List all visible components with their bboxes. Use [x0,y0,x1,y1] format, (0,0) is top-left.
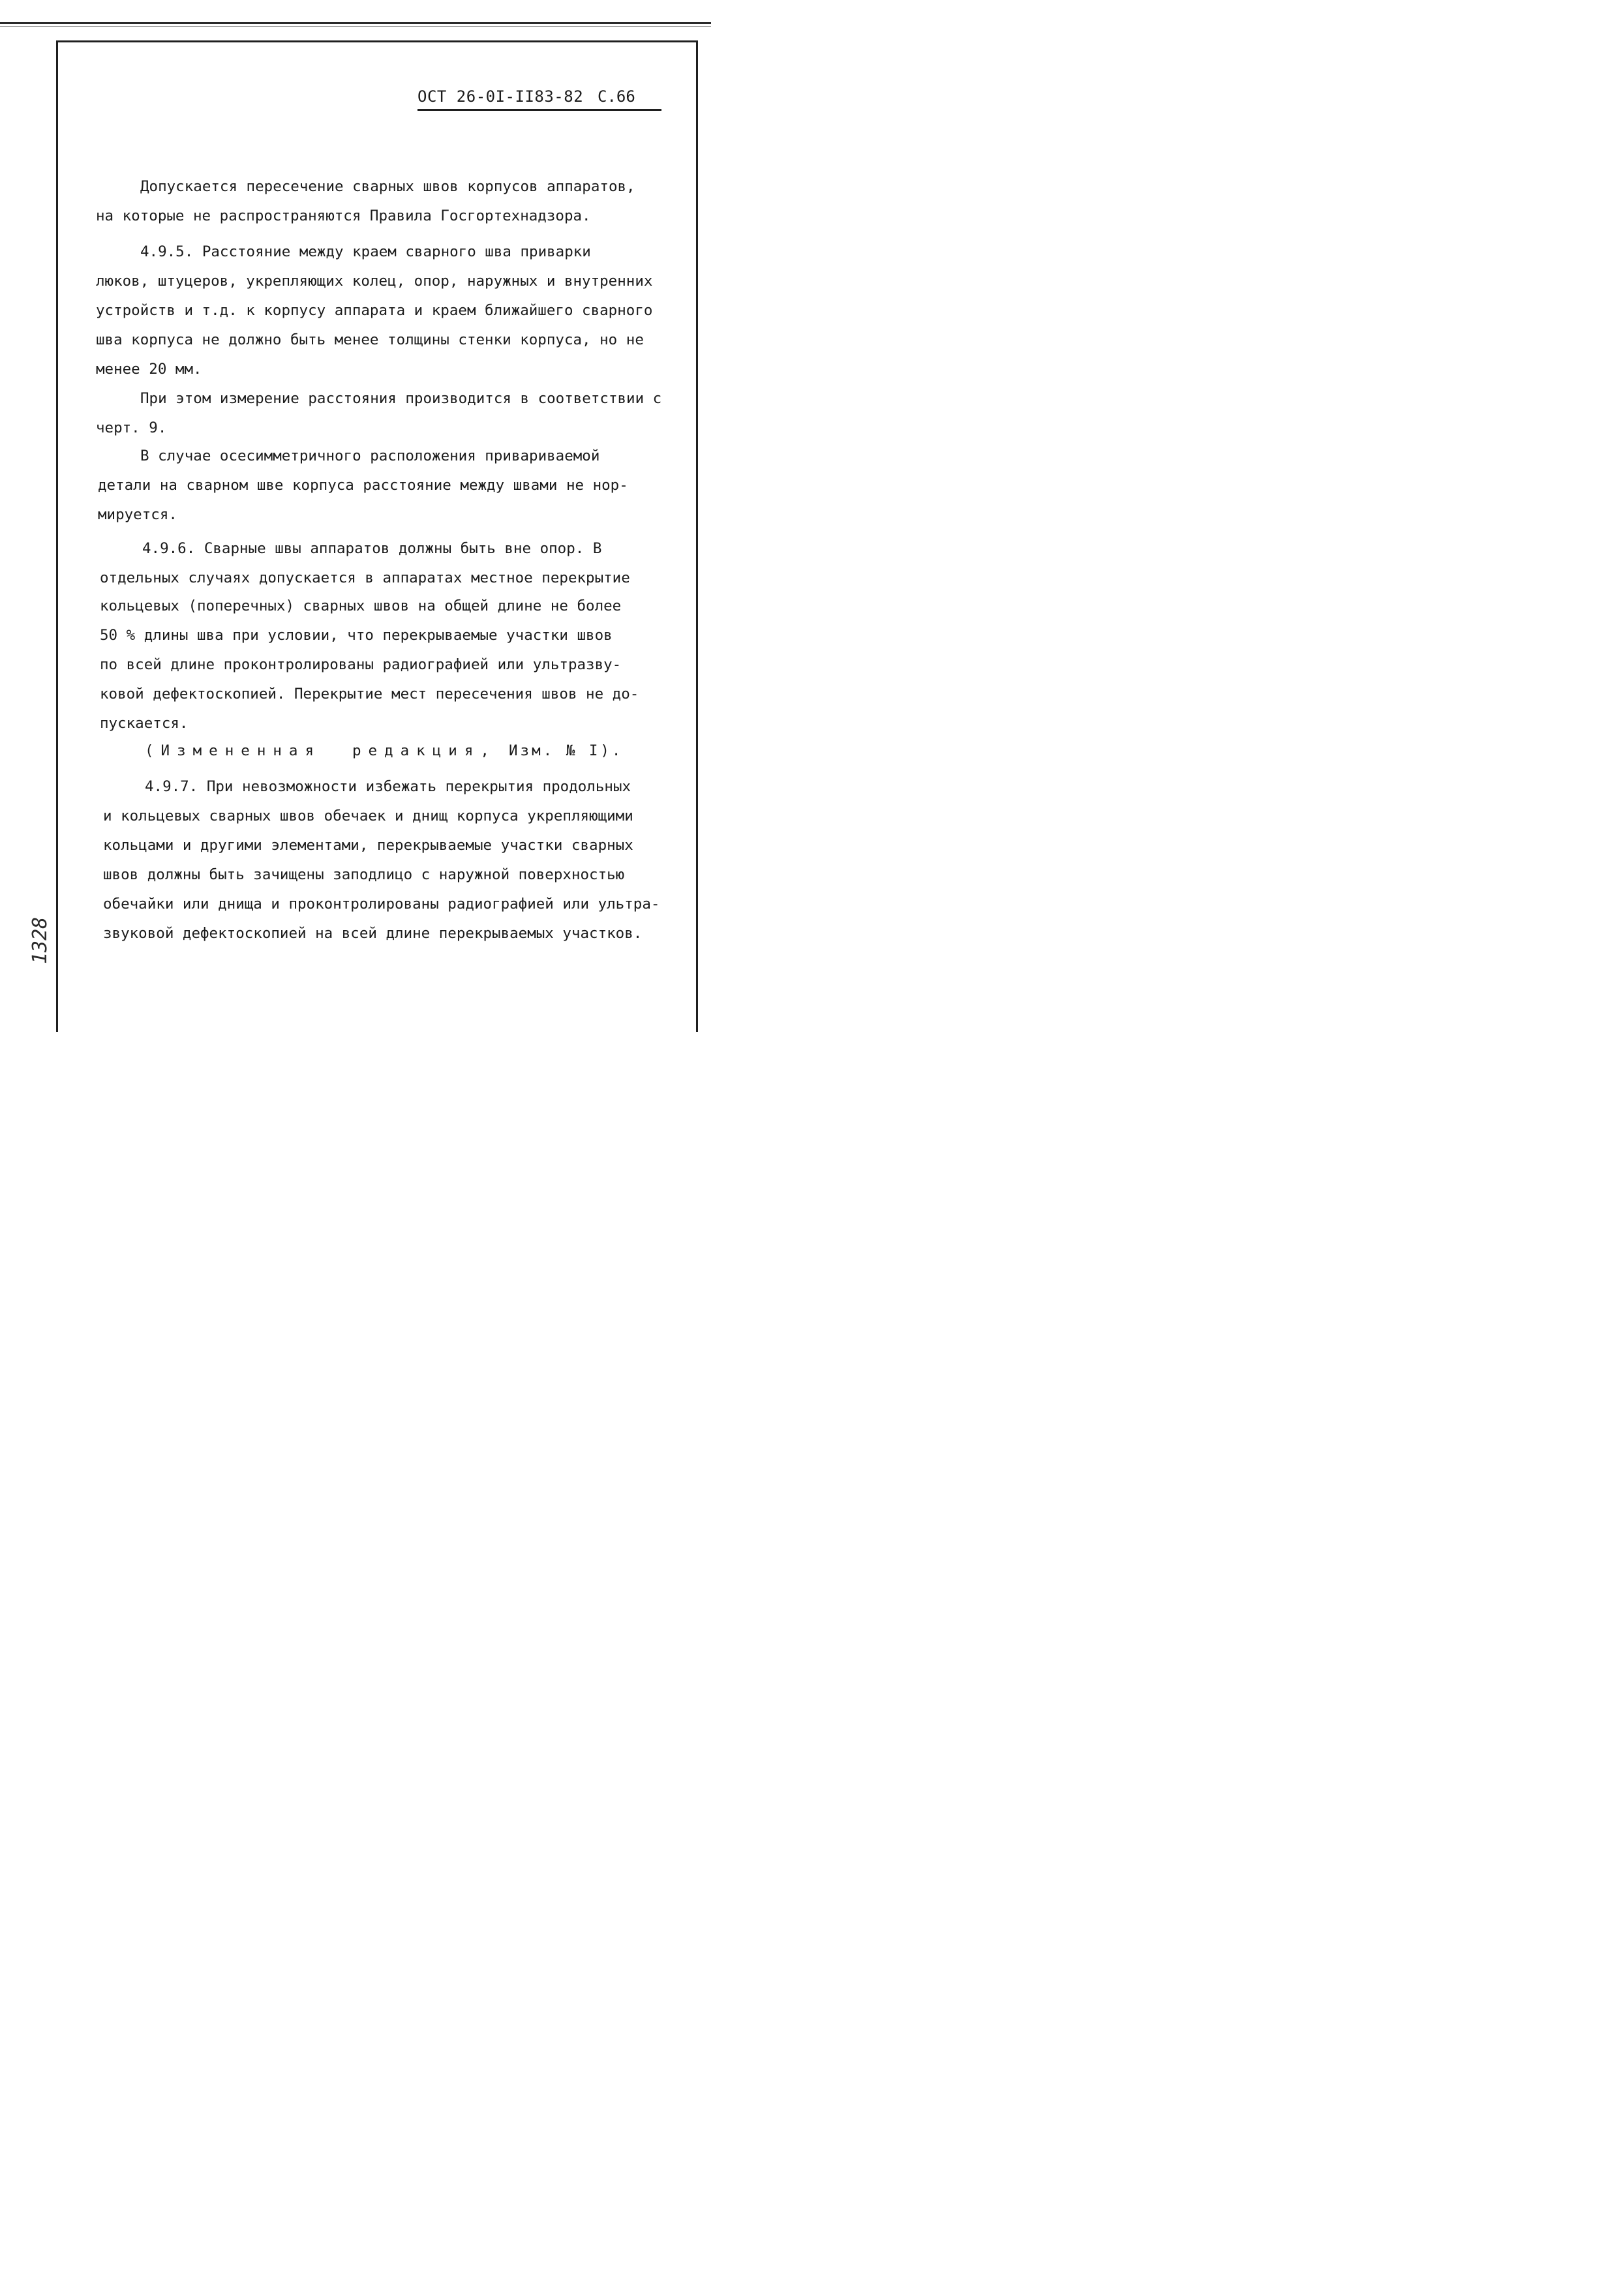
margin-handwritten-number: 1328 [29,916,52,964]
text-line: отдельных случаях допускается в аппаратах местное перекрытие [100,569,630,586]
scan-top-rule [0,22,711,24]
text-line: Допускается пересечение сварных швов корпусов аппаратов, [140,178,635,195]
text-line: швов должны быть зачищены заподлицо с наружной поверхностью [103,866,625,883]
text-line: обечайки или днища и проконтролированы радиографией или ультра- [103,896,660,913]
text-line: детали на сварном шве корпуса расстояние между швами не нор- [98,477,628,494]
text-line: устройств и т.д. к корпусу аппарата и краем ближайшего сварного [96,302,653,319]
text-line: и кольцевых сварных швов обечаек и днищ корпуса укрепляющими [103,808,633,824]
clause-4-9-7: 4.9.7. При невозможности избежать перекрытия продольных [145,778,631,795]
text-line: люков, штуцеров, укрепляющих колец, опор, наружных и внутренних [96,273,653,290]
text-line: 50 % длины шва при условии, что перекрываемые участки швов [100,627,613,644]
text-line: кольцевых (поперечных) сварных швов на общей длине не более [100,597,622,614]
text-line: менее 20 мм. [96,361,202,378]
header-underline [417,109,661,111]
text-line: шва корпуса не должно быть менее толщины стенки корпуса, но не [96,331,644,348]
text-line: При этом измерение расстояния производится в соответствии с [140,390,662,407]
text-line: мируется. [98,506,177,523]
amendment-label: (Измененная [145,742,322,759]
text-line: черт. 9. [96,419,167,436]
text-line: на которые не распространяются Правила Госгортехнадзора. [96,207,591,224]
text-line: пускается. [100,715,189,732]
scan-top-rule-thin [0,26,711,27]
amendment-ref: Изм. № I). [509,742,624,759]
text-line: кольцами и другими элементами, перекрываемые участки сварных [103,837,633,854]
text-line: по всей длине проконтролированы радиографией или ультразву- [100,656,622,673]
text-line: ковой дефектоскопией. Перекрытие мест пересечения швов не до- [100,686,639,702]
amendment-word: редакция, [352,742,496,759]
text-line: В случае осесимметричного расположения привариваемой [140,447,600,464]
clause-4-9-5: 4.9.5. Расстояние между краем сварного шва приварки [140,243,591,260]
document-code: ОСТ 26-0I-II83-82 [417,87,584,106]
page-number: С.66 [598,87,635,106]
clause-4-9-6: 4.9.6. Сварные швы аппаратов должны быть вне опор. В [142,540,602,557]
text-line: звуковой дефектоскопией на всей длине перекрываемых участков. [103,925,643,942]
